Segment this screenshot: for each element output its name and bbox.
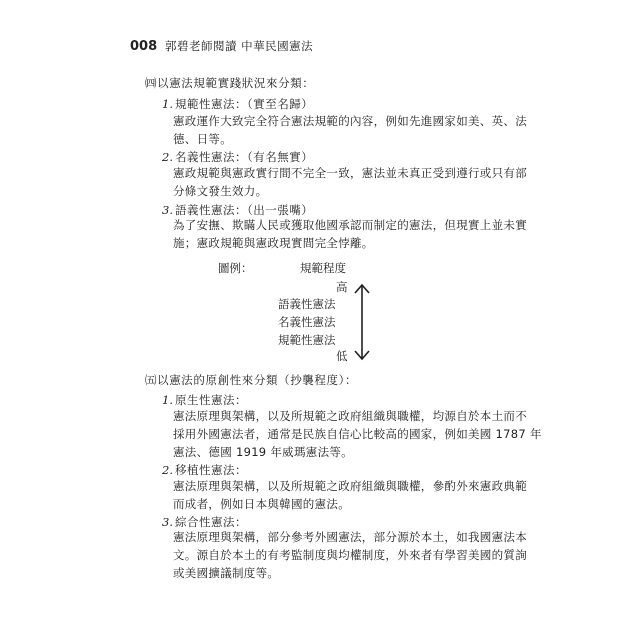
- section-4-item-2-heading: [162, 149, 313, 165]
- section-4-item-1-heading: [162, 96, 313, 112]
- section-5-item-2-heading: [162, 462, 247, 478]
- section-4-item-3-body: [173, 216, 527, 252]
- section-4-item-1-body: [173, 112, 527, 148]
- diagram-legend-label: 圖例：: [218, 261, 253, 275]
- item-number: 1.: [162, 393, 173, 407]
- item-label: 原生性憲法：: [174, 393, 247, 407]
- item-label: 語義性憲法：（出一張嘴）: [174, 203, 314, 217]
- body-line: 為了安撫、欺瞞人民或獲取他國承認而制定的憲法，但現實上並未實: [173, 218, 527, 232]
- running-title: 郭碧老師閱讀 中華民國憲法: [164, 39, 314, 53]
- diagram-axis-title: 規範程度: [300, 261, 346, 275]
- diagram-level-2: 名義性憲法: [278, 315, 336, 329]
- section-4-item-2-body: [173, 164, 527, 200]
- item-number: 2.: [162, 150, 173, 164]
- page-number: 008: [130, 39, 158, 54]
- diagram-level-3: 規範性憲法: [278, 333, 336, 347]
- diagram-low-label: 低: [336, 349, 348, 363]
- body-line: 憲政運作大致完全符合憲法規範的內容，例如先進國家如美、英、法: [173, 114, 527, 128]
- item-label: 移植性憲法：: [174, 463, 247, 477]
- section-5-item-1-body: [173, 407, 542, 461]
- body-line: 採用外國憲法者，通常是民族自信心比較高的國家，例如美國 1787 年: [173, 427, 542, 441]
- body-line: 憲法原理與架構，以及所規範之政府組織與職權，參酌外來憲政典範: [173, 479, 527, 493]
- section-4-heading: ㈣以憲法規範實踐狀況來分類：: [145, 76, 315, 90]
- item-label: 名義性憲法：（有名無實）: [174, 150, 314, 164]
- body-line: 憲法、德國 1919 年威瑪憲法等。: [173, 445, 353, 459]
- body-line: 憲法原理與架構，以及所規範之政府組織與職權，均源自於本土而不: [173, 409, 527, 423]
- item-number: 3.: [162, 515, 173, 529]
- section-5-item-1-heading: [162, 392, 247, 408]
- body-line: 憲法原理與架構，部分參考外國憲法，部分源於本土，如我國憲法本: [173, 530, 527, 544]
- section-5-item-3-body: [173, 528, 527, 582]
- body-line: 德、日等。: [173, 132, 232, 146]
- section-5-item-2-body: [173, 477, 527, 513]
- item-number: 3.: [162, 203, 173, 217]
- body-line: 文。源自於本土的有考監制度與均權制度，外來者有學習美國的質詢: [173, 548, 527, 562]
- body-line: 或美國擴議制度等。: [173, 566, 280, 580]
- body-line: 分條文發生效力。: [173, 184, 268, 198]
- item-number: 2.: [162, 463, 173, 477]
- diagram-level-1: 語義性憲法: [278, 297, 336, 311]
- section-5-heading: ㈤以憲法的原創性來分類（抄襲程度）：: [145, 373, 358, 387]
- diagram-high-label: 高: [336, 280, 348, 294]
- body-line: 而成者，例如日本與韓國的憲法。: [173, 497, 350, 511]
- item-label: 綜合性憲法：: [174, 515, 247, 529]
- body-line: 施；憲政規範與憲政現實間完全悖離。: [173, 236, 374, 250]
- item-number: 1.: [162, 97, 173, 111]
- page-header: [130, 38, 313, 54]
- body-line: 憲政規範與憲政實行間不完全一致，憲法並未真正受到遵行或只有部: [173, 166, 527, 180]
- double-arrow-icon: [352, 282, 372, 362]
- item-label: 規範性憲法：（實至名歸）: [174, 97, 314, 111]
